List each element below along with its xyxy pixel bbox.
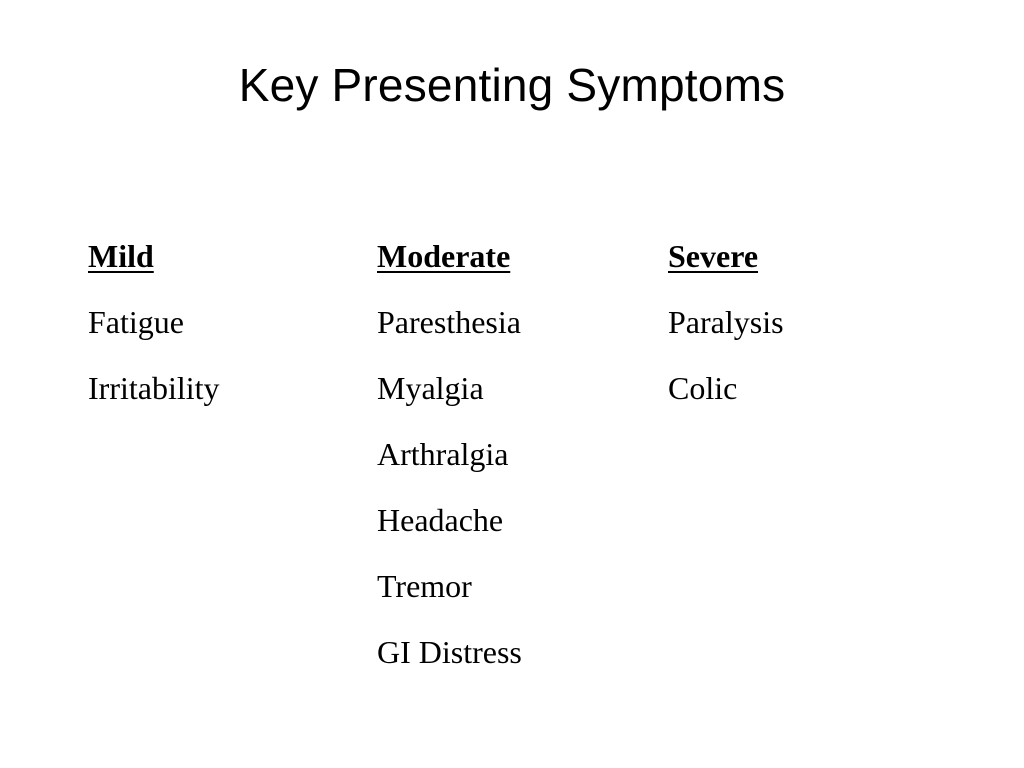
- symptom-item: Colic: [668, 370, 738, 406]
- column-severe: [668, 240, 784, 438]
- column-heading-severe: Severe: [668, 238, 759, 274]
- column-heading-moderate: Moderate: [377, 238, 511, 274]
- symptom-item: Headache: [377, 502, 504, 538]
- symptom-item: Tremor: [377, 568, 472, 604]
- column-moderate: [377, 240, 522, 702]
- symptom-item: Myalgia: [377, 370, 484, 406]
- symptom-item: Fatigue: [88, 304, 184, 340]
- column-heading-mild: Mild: [88, 238, 154, 274]
- symptom-item: Paralysis: [668, 304, 784, 340]
- symptom-item: GI Distress: [377, 634, 522, 670]
- symptom-item: Irritability: [88, 370, 220, 406]
- column-mild: [88, 240, 220, 438]
- slide-title: Key Presenting Symptoms: [238, 59, 786, 111]
- symptom-item: Arthralgia: [377, 436, 509, 472]
- symptom-item: Paresthesia: [377, 304, 521, 340]
